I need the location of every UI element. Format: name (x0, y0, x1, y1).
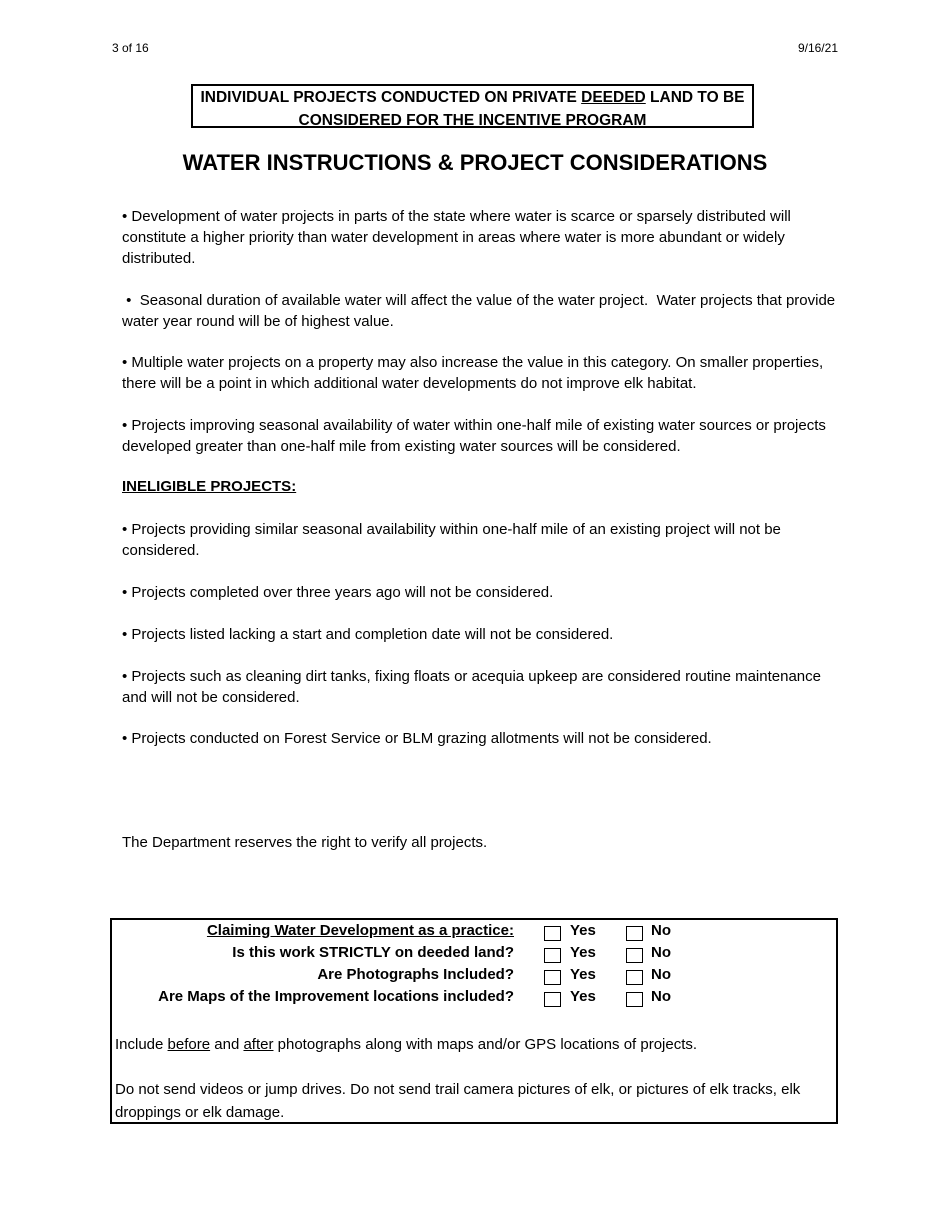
yes-label: Yes (570, 966, 596, 983)
ineligible-5: • Projects conducted on Forest Service or BLM grazing allotments will not be considered. (122, 730, 712, 747)
no-checkbox[interactable] (626, 948, 643, 963)
ineligible-2: • Projects completed over three years ago will not be considered. (122, 584, 554, 601)
consideration-4: • Projects improving seasonal availability of water within one-half mile of existing water sources or projects developed greater than one-half mile from existing water sources will be considered. (122, 417, 826, 455)
no-checkbox[interactable] (626, 926, 643, 941)
ineligible-3: • Projects listed lacking a start and completion date will not be considered. (122, 626, 614, 643)
consideration-3: • Multiple water projects on a property may also increase the value in this category. On smaller properties, there will be a point in which additional water developments do not improve elk habitat. (122, 354, 824, 392)
question-label: Claiming Water Development as a practice: (206, 922, 514, 939)
do-not-send-note: Do not send videos or jump drives. Do not send trail camera pictures of elk, or pictures of elk tracks, elk droppings or elk damage. (115, 1081, 801, 1121)
consideration-1: • Development of water projects in parts of the state where water is scarce or sparsely distributed will constitute a higher priority than water development in areas where water is more abundant or widely distributed. (122, 208, 791, 267)
no-checkbox[interactable] (626, 970, 643, 985)
yes-label: Yes (570, 922, 596, 939)
yes-label: Yes (570, 988, 596, 1005)
claim-box (110, 918, 838, 1124)
ineligible-heading: INELIGIBLE PROJECTS: (122, 478, 297, 495)
question-label: Are Maps of the Improvement locations included? (158, 988, 514, 1005)
verify-note: The Department reserves the right to verify all projects. (122, 834, 488, 851)
page-number: 3 of 16 (112, 41, 149, 55)
no-label: No (651, 966, 671, 983)
question-label: Is this work STRICTLY on deeded land? (232, 944, 514, 961)
photo-instructions: Include before and after photographs along with maps and/or GPS locations of projects. (115, 1036, 698, 1053)
no-label: No (651, 944, 671, 961)
before-underlined: before (167, 1036, 211, 1053)
no-label: No (651, 988, 671, 1005)
no-checkbox[interactable] (626, 992, 643, 1007)
main-heading: WATER INSTRUCTIONS & PROJECT CONSIDERATIONS (182, 150, 768, 175)
program-title-box (191, 84, 754, 128)
yes-checkbox[interactable] (544, 948, 561, 963)
program-title-line1: INDIVIDUAL PROJECTS CONDUCTED ON PRIVATE DEEDED LAND TO BE (200, 89, 745, 106)
ineligible-1: • Projects providing similar seasonal availability within one-half mile of an existing project will not be considered. (122, 521, 781, 559)
deeded-underlined: DEEDED (581, 89, 646, 106)
after-underlined: after (243, 1036, 274, 1053)
question-label: Are Photographs Included? (317, 966, 514, 983)
no-label: No (651, 922, 671, 939)
yes-checkbox[interactable] (544, 926, 561, 941)
program-title-line2: CONSIDERED FOR THE INCENTIVE PROGRAM (298, 112, 647, 129)
yes-checkbox[interactable] (544, 970, 561, 985)
consideration-2: • Seasonal duration of available water will affect the value of the water project. Water projects that provide water year round will be of highest value. (122, 292, 840, 330)
ineligible-4: • Projects such as cleaning dirt tanks, fixing floats or acequia upkeep are considered routine maintenance and will not be considered. (122, 668, 821, 706)
yes-checkbox[interactable] (544, 992, 561, 1007)
revision-date: 9/16/21 (797, 41, 838, 55)
yes-label: Yes (570, 944, 596, 961)
